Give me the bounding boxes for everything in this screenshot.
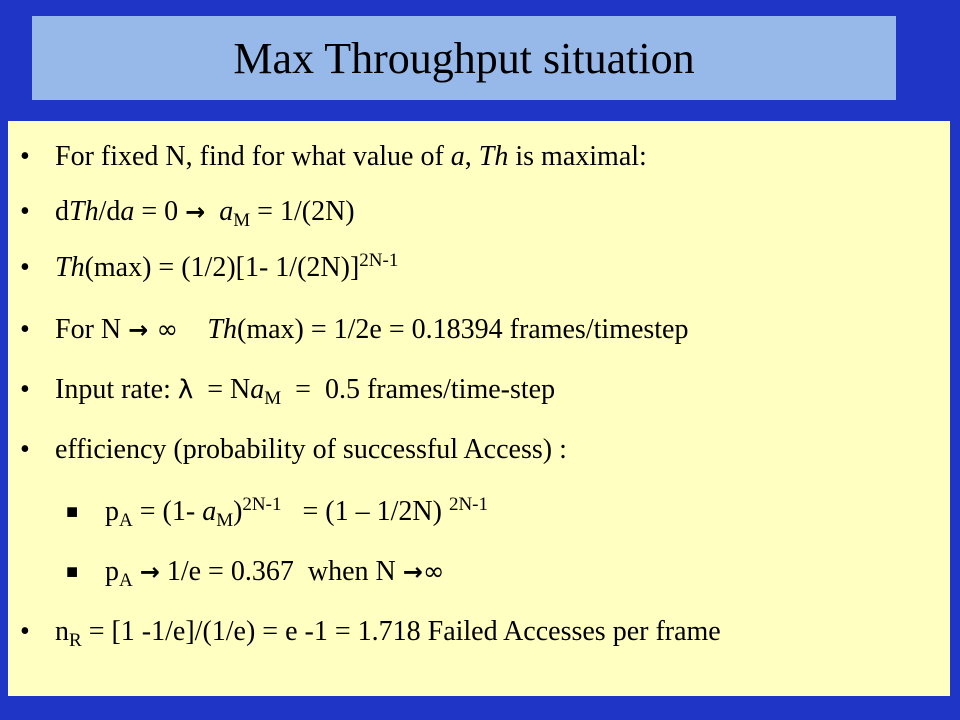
bullet-derivative xyxy=(8,196,950,240)
title-box xyxy=(32,16,896,100)
var-a: a xyxy=(120,196,135,227)
superscript: 2N-1 xyxy=(448,494,488,515)
content-box xyxy=(8,121,950,696)
right-arrow-icon: → xyxy=(402,558,423,586)
var-th: Th xyxy=(55,252,85,283)
sub-bullet-pa-formula xyxy=(8,496,950,540)
text: For fixed N, find for what value of xyxy=(55,141,451,172)
text: = 0 xyxy=(134,196,186,227)
text: (max) = (1/2)[1- 1/(2N)] xyxy=(84,252,360,283)
bullet-dot: • xyxy=(20,374,30,405)
bullet-input-rate xyxy=(8,374,950,418)
superscript: 2N-1 xyxy=(359,250,399,271)
space xyxy=(186,314,207,345)
right-arrow-icon: → xyxy=(185,198,206,226)
bullet-fixed-n xyxy=(8,141,950,185)
text: efficiency (probability of successful Access) : xyxy=(55,434,567,465)
bullet-dot: • xyxy=(20,196,30,227)
infinity-symbol: ∞ xyxy=(148,315,187,345)
var-th: Th xyxy=(478,141,509,172)
bullet-limit xyxy=(8,314,950,358)
var-a: a xyxy=(202,496,217,527)
bullet-dot: • xyxy=(20,252,30,283)
square-bullet-icon: ■ xyxy=(66,561,79,583)
sub-bullet-pa-limit xyxy=(8,556,950,600)
subscript: M xyxy=(233,210,251,231)
text: ) xyxy=(233,496,243,527)
text: (max) = 1/2e = 0.18394 frames/timestep xyxy=(237,314,689,345)
text: p xyxy=(105,496,119,527)
text: = [1 -1/e]/(1/e) = e -1 = 1.718 Failed Accesses per frame xyxy=(81,616,721,647)
text: p xyxy=(105,556,119,587)
bullet-failed-accesses xyxy=(8,616,950,660)
lambda-symbol: λ xyxy=(177,375,194,405)
text: = (1 – 1/2N) xyxy=(281,496,449,527)
subscript: A xyxy=(119,510,133,531)
subscript: M xyxy=(216,510,234,531)
square-bullet-icon: ■ xyxy=(66,501,79,523)
text: 1/e = 0.367 when N xyxy=(159,556,403,587)
text: = 1/(2N) xyxy=(250,196,355,227)
subscript: A xyxy=(119,570,133,591)
infinity-symbol: ∞ xyxy=(422,557,445,587)
text: /d xyxy=(98,196,121,227)
var-th: Th xyxy=(69,196,99,227)
space xyxy=(205,196,219,227)
text: For N xyxy=(55,314,129,345)
text: n xyxy=(55,616,69,647)
subscript: R xyxy=(69,630,82,651)
right-arrow-icon: → xyxy=(139,558,160,586)
subscript: M xyxy=(264,388,282,409)
right-arrow-icon: → xyxy=(128,316,149,344)
bullet-efficiency xyxy=(8,434,950,478)
var-th: Th xyxy=(207,314,237,345)
bullet-dot: • xyxy=(20,314,30,345)
superscript: 2N-1 xyxy=(242,494,282,515)
var-a: a xyxy=(219,196,234,227)
text: d xyxy=(55,196,69,227)
var-a: a xyxy=(250,374,265,405)
bullet-th-max xyxy=(8,252,950,296)
slide-title: Max Throughput situation xyxy=(233,33,695,83)
bullet-dot: • xyxy=(20,434,30,465)
text: is maximal: xyxy=(508,141,647,172)
text: Input rate: xyxy=(55,374,178,405)
text: = N xyxy=(193,374,251,405)
text: = 0.5 frames/time-step xyxy=(281,374,556,405)
bullet-dot: • xyxy=(20,616,30,647)
text: = (1- xyxy=(132,496,203,527)
var-a: a xyxy=(450,141,465,172)
text: , xyxy=(464,141,479,172)
bullet-dot: • xyxy=(20,141,30,172)
